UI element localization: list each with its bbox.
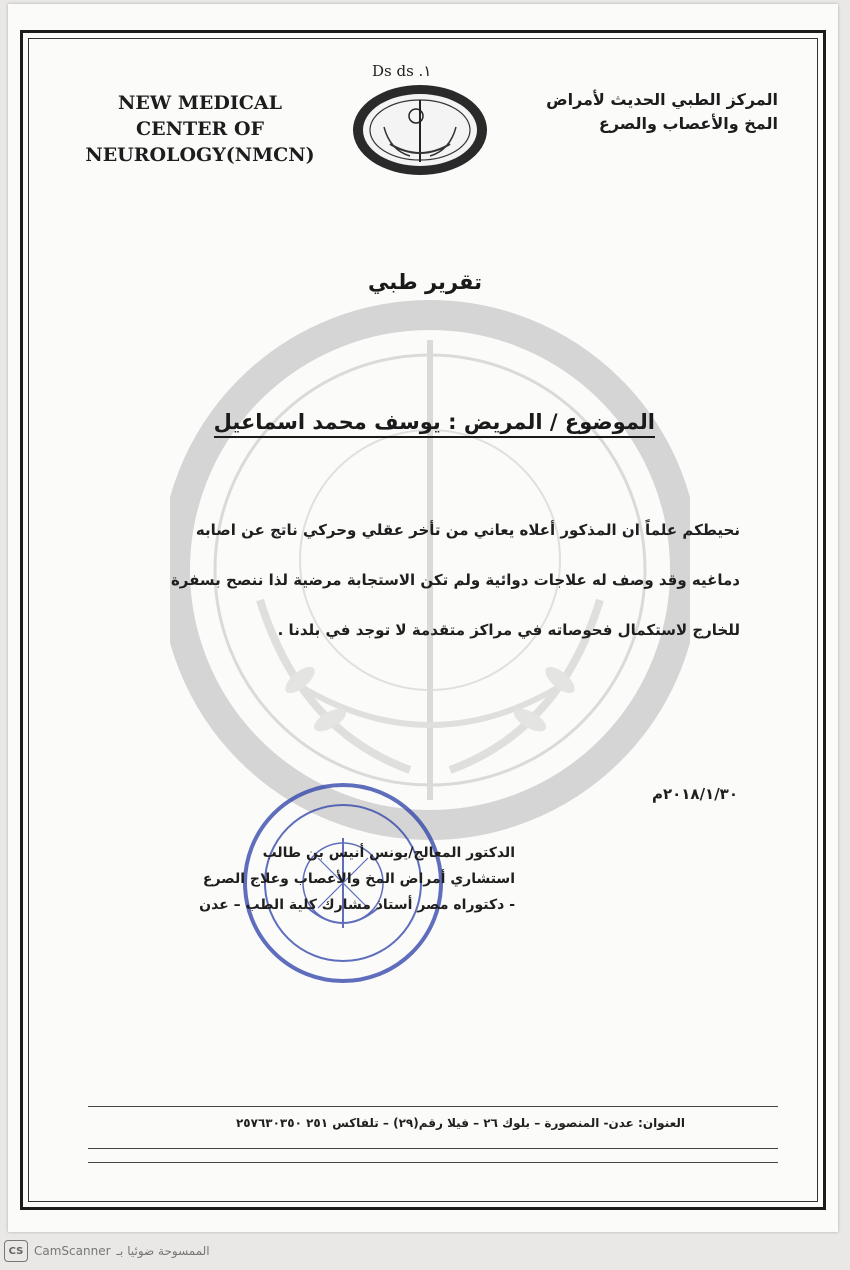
signature-line: استشاري أمراض المخ والأعصاب وعلاج الصرع: [202, 871, 515, 887]
arabic-name-line: المركز الطبي الحديث لأمراض: [546, 90, 778, 109]
english-name-line: NEW MEDICAL: [118, 92, 282, 114]
report-date: ٢٠١٨/١/٣٠م: [651, 785, 738, 803]
arabic-name-line: المخ والأعصاب والصرع: [598, 114, 778, 133]
english-name-line: NEUROLOGY(NMCN): [85, 144, 315, 166]
body-line: للخارج لاستكمال فحوصاته في مراكز متقدمة لا توجد في بلدنا .: [277, 621, 740, 639]
signature-line: - دكتوراه مصر أستاذ مشارك كلية الطب – عدن: [199, 897, 515, 913]
report-title: تقرير طبي: [368, 270, 482, 294]
footer-divider: [88, 1106, 778, 1107]
emblem-seal-icon: [350, 82, 490, 178]
reference-number: Ds ds .١: [372, 62, 432, 80]
doctor-signature-block: [199, 840, 515, 918]
arabic-center-name: [518, 88, 778, 136]
body-line: نحيطكم علماً ان المذكور أعلاه يعاني من تأخر عقلي وحركي ناتج عن اصابه: [195, 521, 740, 539]
signature-line: الدكتور المعالج/يونس أنيس بن طالب: [262, 845, 515, 861]
camscanner-label: CamScanner: [34, 1244, 111, 1258]
camscanner-watermark: [4, 1240, 210, 1262]
report-body: [140, 505, 740, 655]
footer-address: العنوان: عدن- المنصورة – بلوك ٢٦ – فيلا رقم(٢٩) – تلفاكس ٢٥١ ٢٥٧٦٣٠٣٥٠: [235, 1116, 685, 1130]
body-line: دماغيه وقد وصف له علاجات دوائية ولم تكن الاستجابة مرضية لذا ننصح بسفرة: [170, 571, 740, 589]
english-name-line: CENTER OF: [135, 118, 265, 140]
report-subject: الموضوع / المريض : يوسف محمد اسماعيل: [214, 410, 655, 438]
footer-divider: [88, 1162, 778, 1163]
camscanner-arabic-label: الممسوحة ضوئيا بـ: [116, 1244, 210, 1258]
camscanner-icon: CS: [4, 1240, 28, 1262]
english-center-name: [70, 90, 330, 168]
footer-divider: [88, 1148, 778, 1149]
